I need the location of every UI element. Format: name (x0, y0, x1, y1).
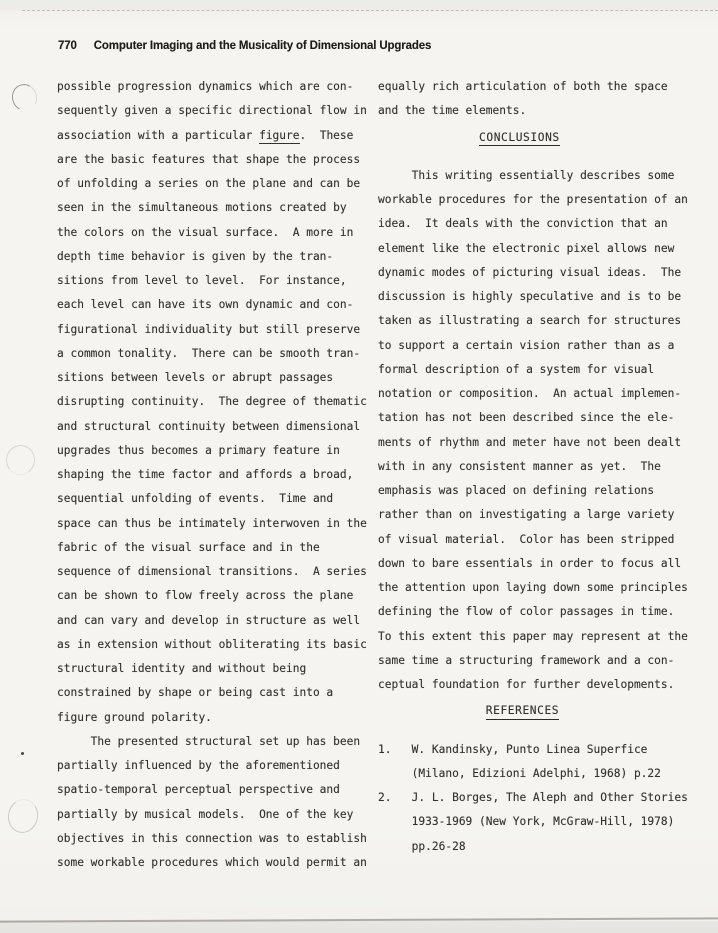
text-line: emphasis was placed on defining relations (378, 484, 655, 497)
text-line: sequently given a specific directional flow in (57, 104, 367, 118)
text-line: disrupting continuity. The degree of thematic (57, 395, 367, 409)
text-line: sitions from level to level. For instance, (57, 274, 347, 287)
text-line: dynamic modes of picturing visual ideas. The (378, 265, 682, 279)
text-line: rather than on investigating a large variety (378, 508, 675, 522)
text-line: some workable procedures which would permit an (57, 856, 367, 869)
text-line: the colors on the visual surface. A more in (57, 225, 354, 239)
text-line: fabric of the visual surface and in the (57, 540, 320, 554)
left-column (57, 75, 373, 875)
section-header: CONCLUSIONS (378, 126, 694, 150)
text-line: a common tonality. There can be smooth tran- (57, 346, 361, 360)
text-line: can be shown to flow freely across the plane (57, 589, 354, 603)
text-line: shaping the time factor and affords a broad, (57, 468, 354, 481)
running-header (58, 40, 431, 52)
text-line: (Milano, Edizioni Adelphi, 1968) p.22 (378, 766, 661, 780)
text-line: down to bare essentials in order to focus all (378, 556, 682, 570)
running-title: Computer Imaging and the Musicality of Dimensional Upgrades (93, 40, 432, 52)
text-line: sitions between levels or abrupt passages (57, 371, 334, 384)
text-line: To this extent this paper may represent at the (378, 629, 688, 643)
section-header: REFERENCES (378, 699, 694, 723)
text-line: workable procedures for the presentation of an (378, 193, 688, 206)
page-top-edge (22, 10, 718, 11)
margin-pen-arc-top (8, 81, 40, 114)
text-line: 1. W. Kandinsky, Punto Linea Superfice (378, 742, 648, 756)
text-line: of unfolding a series on the plane and can be (57, 177, 361, 190)
right-column (378, 75, 694, 859)
text-line: sequential unfolding of events. Time and (57, 492, 334, 506)
page-number: 770 (58, 40, 77, 52)
text-line: as in extension without obliterating its basic (57, 637, 367, 651)
text-line: association with a particular figure. These (57, 128, 354, 142)
text-line: and can vary and develop in structure as well (57, 613, 361, 627)
text-line: notation or composition. An actual implemen- (378, 387, 682, 400)
text-line: defining the flow of color passages in time. (378, 605, 675, 619)
text-line: constrained by shape or being cast into a (57, 686, 334, 700)
text-line: to support a certain vision rather than as a (378, 338, 675, 352)
text-line: seen in the simultaneous motions created by (57, 201, 347, 215)
text-line: element like the electronic pixel allows new (378, 241, 675, 255)
text-line: the attention upon laying down some principles (378, 581, 688, 594)
text-line: depth time behavior is given by the tran- (57, 249, 334, 263)
text-line: equally rich articulation of both the space (378, 80, 668, 93)
text-line: The presented structural set up has been (57, 734, 361, 748)
text-line: idea. It deals with the conviction that an (378, 217, 668, 231)
text-line: figure ground polarity. (57, 710, 212, 724)
text-line: objectives in this connection was to establish (57, 831, 367, 845)
text-line: ceptual foundation for further developments. (378, 678, 675, 691)
text-line: possible progression dynamics which are con- (57, 80, 354, 93)
text-line: structural identity and without being (57, 662, 307, 675)
text-line: space can thus be intimately interwoven in the (57, 516, 367, 530)
text-line: each level can have its own dynamic and con- (57, 298, 354, 312)
text-line: and structural continuity between dimensional (57, 419, 361, 433)
text-line: pp.26-28 (378, 839, 466, 853)
text-line: partially influenced by the aforementioned (57, 759, 340, 772)
text-line: formal description of a system for visual (378, 362, 655, 376)
text-line: ments of rhythm and meter have not been dealt (378, 435, 682, 449)
text-line: spatio-temporal perceptual perspective and (57, 783, 340, 797)
text-line: of visual material. Color has been stripped (378, 532, 675, 546)
text-line: sequence of dimensional transitions. A series (57, 565, 367, 578)
text-line: This writing essentially describes some (378, 168, 675, 182)
margin-ink-dot (21, 752, 24, 755)
text-line: discussion is highly speculative and is to be (378, 290, 682, 303)
text-line: upgrades thus becomes a primary feature in (57, 443, 340, 457)
text-line: are the basic features that shape the process (57, 152, 361, 166)
text-line: partially by musical models. One of the key (57, 807, 354, 821)
scanner-bottom-area (0, 921, 718, 933)
text-line: same time a structuring framework and a con- (378, 653, 675, 667)
text-line: 2. J. L. Borges, The Aleph and Other Stories (378, 791, 688, 804)
text-line: figurational individuality but still preserve (57, 322, 361, 336)
text-line: taken as illustrating a search for structures (378, 314, 682, 328)
page-top-strip (0, 0, 718, 10)
text-line: and the time elements. (378, 104, 527, 118)
margin-smudge-circle-mid (4, 443, 37, 477)
margin-smudge-circle-bottom (5, 796, 41, 835)
text-line: with in any consistent manner as yet. The (378, 459, 661, 473)
text-line: 1933-1969 (New York, McGraw-Hill, 1978) (378, 815, 675, 829)
text-line: tation has not been described since the ele- (378, 411, 675, 425)
